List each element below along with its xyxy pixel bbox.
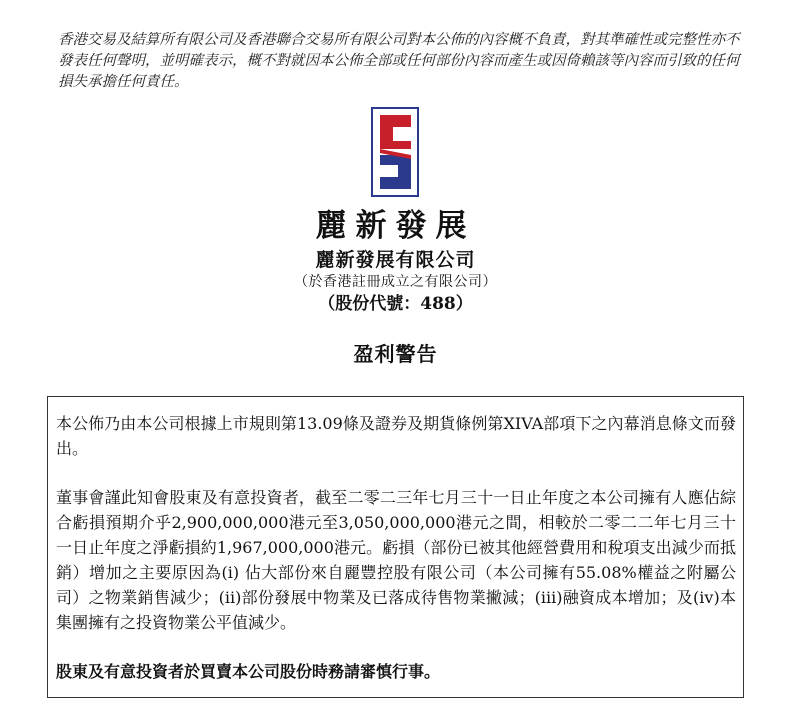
paragraph-caution: 股東及有意投資者於買賣本公司股份時務請審慎行事。	[56, 662, 441, 681]
brand-logotype: 麗新發展	[315, 208, 476, 244]
lai-sun-s-logo-icon	[371, 107, 419, 197]
announcement-box	[47, 396, 744, 698]
incorporation-note: （於香港註冊成立之有限公司）	[294, 274, 497, 290]
paragraph-inside-information: 本公佈乃由本公司根據上市規則第13.09條及證券及期貨條例第XIVA部項下之內幕消息條文而發出。	[56, 414, 736, 458]
company-name: 麗新發展有限公司	[315, 249, 476, 271]
stock-code: （股份代號：488）	[318, 294, 473, 314]
disclaimer-text: 香港交易及結算所有限公司及香港聯合交易所有限公司對本公佈的內容概不負責，對其準確性或完整性亦不發表任何聲明，並明確表示，概不對就因本公佈全部或任何部份內容而產生或因倚賴該等內容而引致的任何損失承擔任何責任。	[58, 32, 740, 90]
paragraph-loss-details: 董事會謹此知會股東及有意投資者，截至二零二三年七月三十一日止年度之本公司擁有人應佔綜合虧損預期介乎2,900,000,000港元至3,050,000,000港元之間，相較於二零二二年七月三十一日止年度之淨虧損約1,967,000,000港元。虧損（部份已被其他經營費用和稅項支出減少而抵銷）增加之主要原因為(i) 佔大部份來自麗豐控股有限公司（本公司擁有55.08%權益之附屬公司）之物業銷售減少；(ii)部份發展中物業及已落成待售物業撇減；(iii)融資成本增加；及(iv)本集團擁有之投資物業公平值減少。	[56, 488, 736, 632]
announcement-title: 盈利警告	[353, 342, 438, 366]
company-logo-icon	[371, 107, 419, 197]
